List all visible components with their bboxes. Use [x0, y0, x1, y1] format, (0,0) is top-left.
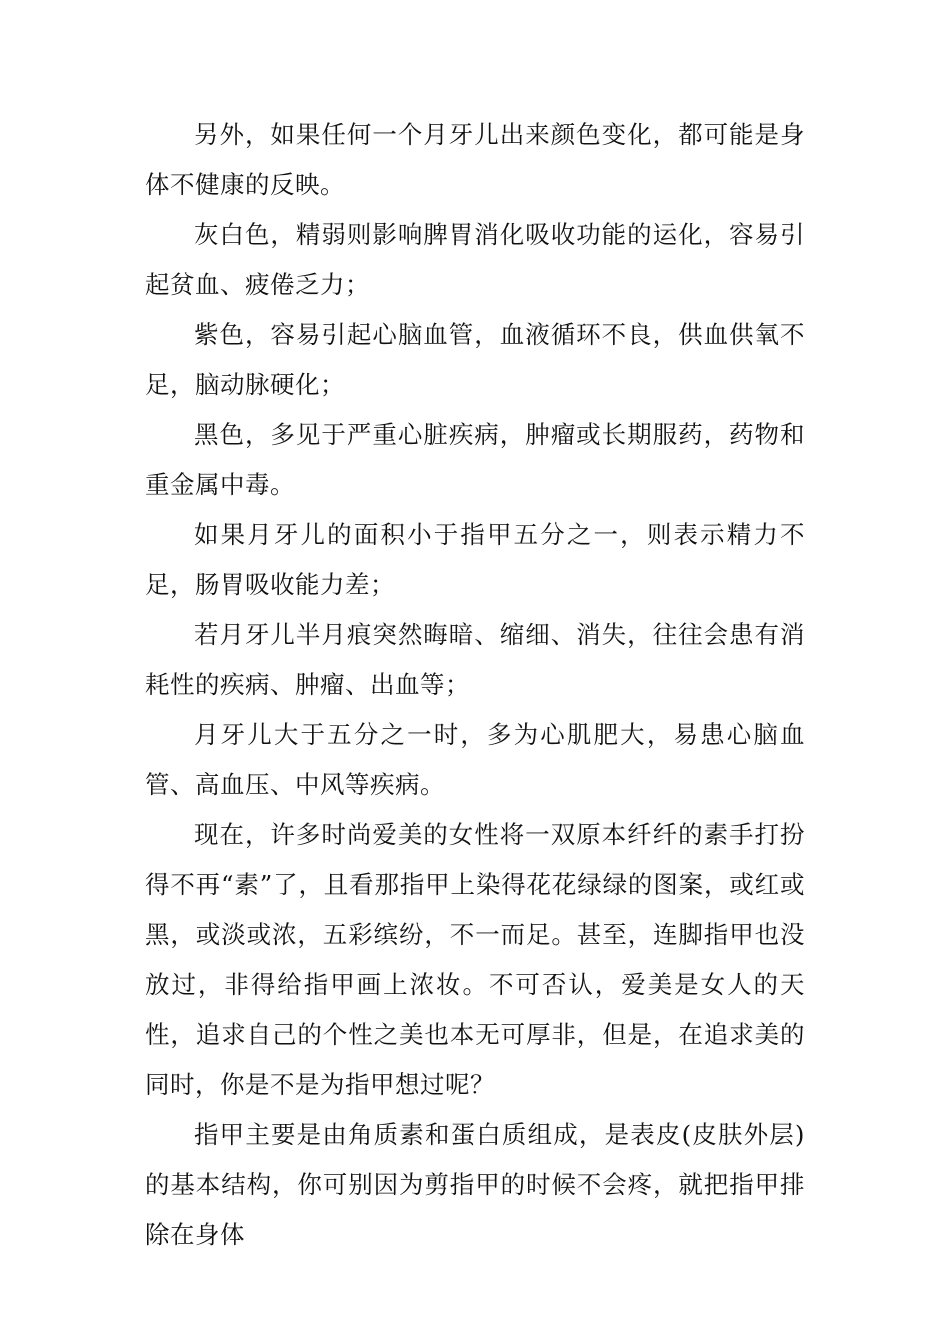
paragraph-area-small: 如果月牙儿的面积小于指甲五分之一，则表示精力不足，肠胃吸收能力差； [145, 520, 805, 599]
paragraph-gray-white: 灰白色，精弱则影响脾胃消化吸收功能的运化，容易引起贫血、疲倦乏力； [145, 220, 805, 299]
paragraph-black: 黑色，多见于严重心脏疾病，肿瘤或长期服药，药物和重金属中毒。 [145, 420, 805, 499]
paragraph-purple: 紫色，容易引起心脑血管，血液循环不良，供血供氧不足，脑动脉硬化； [145, 320, 805, 399]
paragraph-half-moon-fading: 若月牙儿半月痕突然晦暗、缩细、消失，往往会患有消耗性的疾病、肿瘤、出血等； [145, 620, 805, 699]
document-page [145, 110, 805, 1260]
paragraph-fashion-nails: 现在，许多时尚爱美的女性将一双原本纤纤的素手打扮得不再“素”了，且看那指甲上染得花花绿绿的图案，或红或黑，或淡或浓，五彩缤纷，不一而足。甚至，连脚指甲也没放过，非得给指甲画上浓妆。不可否认，爱美是女人的天性，追求自己的个性之美也本无可厚非，但是，在追求美的同时，你是不是为指甲想过呢？ [145, 820, 805, 1099]
paragraph-color-change: 另外，如果任何一个月牙儿出来颜色变化，都可能是身体不健康的反映。 [145, 120, 805, 199]
paragraph-nail-structure: 指甲主要是由角质素和蛋白质组成，是表皮(皮肤外层)的基本结构，你可别因为剪指甲的时候不会疼，就把指甲排除在身体 [145, 1120, 805, 1249]
paragraph-area-large: 月牙儿大于五分之一时，多为心肌肥大，易患心脑血管、高血压、中风等疾病。 [145, 720, 805, 799]
